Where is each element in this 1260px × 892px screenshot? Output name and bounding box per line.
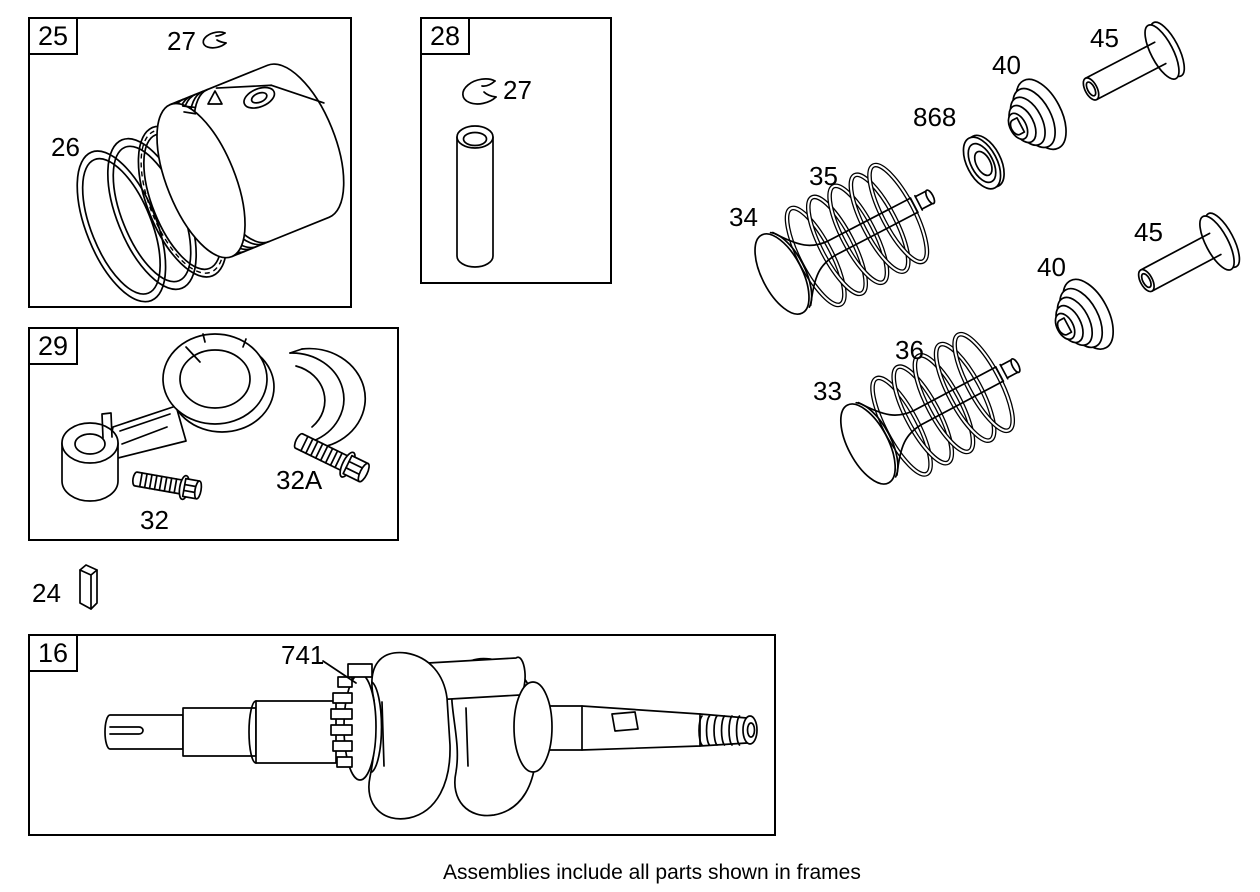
key-drawing <box>80 565 97 609</box>
frame-28 <box>420 17 612 284</box>
part-label-32a: 32A <box>276 465 323 495</box>
part-label-36: 36 <box>895 335 924 365</box>
part-label-868: 868 <box>913 102 957 132</box>
part-label-35: 35 <box>809 161 838 191</box>
frame-25-label: 25 <box>28 17 78 55</box>
frame-28-label: 28 <box>420 17 470 55</box>
part-label-32: 32 <box>140 505 169 535</box>
spring-retainer-lower-drawing <box>1040 271 1123 363</box>
frame-29 <box>28 327 399 541</box>
part-label-33: 33 <box>813 376 842 406</box>
frame-25 <box>28 17 352 308</box>
frame-29-label: 29 <box>28 327 78 365</box>
part-label-27-frame25: 27 <box>167 26 196 56</box>
valve-upper-drawing <box>744 156 953 322</box>
spring-retainer-upper-drawing <box>993 71 1076 163</box>
valve-stem-seal-drawing <box>956 129 1012 194</box>
part-label-26: 26 <box>51 132 80 162</box>
part-label-24: 24 <box>32 578 61 608</box>
part-label-34: 34 <box>729 202 758 232</box>
footer-note: Assemblies include all parts shown in frames <box>443 861 861 884</box>
part-label-45-upper: 45 <box>1090 23 1119 53</box>
part-label-741: 741 <box>281 640 325 670</box>
part-label-40-lower: 40 <box>1037 252 1066 282</box>
part-label-40-upper: 40 <box>992 50 1021 80</box>
part-label-45-lower: 45 <box>1134 217 1163 247</box>
frame-16 <box>28 634 776 836</box>
frame-16-label: 16 <box>28 634 78 672</box>
part-label-27-frame28: 27 <box>503 75 532 105</box>
